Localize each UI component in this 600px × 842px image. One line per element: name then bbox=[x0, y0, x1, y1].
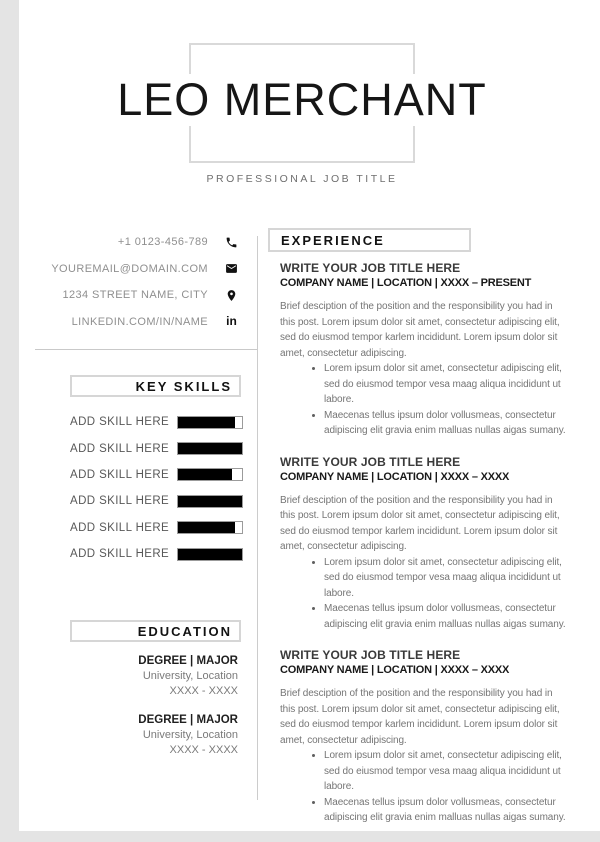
experience-entry bbox=[280, 261, 567, 439]
education-header: EDUCATION bbox=[70, 620, 241, 642]
degree-line: DEGREE | MAJOR bbox=[138, 655, 238, 667]
skill-label: ADD SKILL HERE bbox=[70, 495, 170, 508]
bullet-item: • Lorem ipsum dolor sit amet, consectetur adipiscing elit, sed do eiusmod tempor vesa maag aliqua incididunt ut labore. bbox=[324, 555, 567, 602]
bullet-item: • Maecenas tellus ipsum dolor vollusmeas, consectetur adipiscing elit gravia enim malluas nullas aigas sumany. bbox=[324, 408, 567, 439]
degree-line: DEGREE | MAJOR bbox=[138, 714, 238, 726]
skill-label: ADD SKILL HERE bbox=[70, 416, 170, 429]
skill-row bbox=[70, 515, 243, 541]
person-name bbox=[19, 74, 585, 126]
school-line: University, Location bbox=[142, 670, 238, 682]
email-icon bbox=[224, 261, 239, 276]
experience-entry bbox=[280, 455, 567, 633]
skill-bar-fill bbox=[178, 496, 242, 507]
job-bullets bbox=[280, 555, 567, 633]
experience-header: EXPERIENCE bbox=[268, 228, 471, 252]
company-line: COMPANY NAME | LOCATION | XXXX – XXXX bbox=[280, 470, 510, 483]
job-title: WRITE YOUR JOB TITLE HERE bbox=[280, 454, 461, 469]
skill-bar-fill bbox=[178, 417, 235, 428]
email-address: YOUREMAIL@DOMAIN.COM bbox=[51, 262, 208, 275]
skill-bar-fill bbox=[178, 549, 242, 560]
education-list bbox=[70, 654, 238, 772]
skill-bar bbox=[177, 416, 243, 429]
job-title: WRITE YOUR JOB TITLE HERE bbox=[280, 261, 461, 275]
education-entry bbox=[70, 654, 238, 698]
skills-list bbox=[70, 409, 243, 567]
skill-label: ADD SKILL HERE bbox=[70, 548, 170, 561]
years-line: XXXX - XXXX bbox=[169, 743, 238, 756]
skill-row bbox=[70, 488, 243, 514]
job-bullets bbox=[280, 361, 567, 439]
person-name-text: LEO MERCHANT bbox=[107, 74, 497, 126]
linkedin-url: LINKEDIN.COM/IN/NAME bbox=[71, 315, 208, 328]
job-description: Brief desciption of the position and the responsibility you had in this post. Lorem ipsum dolor sit amet, consectetur adipiscing elit, sed do eiusmod tempor karlem incididunt. Lorem ipsum dolor sit amet, consectetur adipiscing. bbox=[280, 688, 560, 746]
skill-bar-fill bbox=[178, 522, 235, 533]
contact-row-linkedin bbox=[35, 309, 239, 336]
skill-bar bbox=[177, 468, 243, 481]
job-title: WRITE YOUR JOB TITLE HERE bbox=[280, 648, 461, 662]
location-icon bbox=[224, 288, 239, 303]
skill-bar bbox=[177, 521, 243, 534]
contact-row-phone bbox=[35, 229, 239, 256]
bullet-item: • Lorem ipsum dolor sit amet, consectetur adipiscing elit, sed do eiusmod tempor vesa maag aliqua incididunt ut labore. bbox=[324, 748, 567, 795]
job-description: Brief desciption of the position and the responsibility you had in this post. Lorem ipsum dolor sit amet, consectetur adipiscing elit, sed do eiusmod tempor karlem incididunt. Lorem ipsum dolor sit amet, consectetur adipiscing. bbox=[280, 494, 560, 552]
job-title-subtitle: PROFESSIONAL JOB TITLE bbox=[206, 173, 398, 185]
skill-bar bbox=[177, 495, 243, 508]
experience-column bbox=[280, 261, 567, 842]
column-divider-line bbox=[257, 236, 258, 800]
school-line: University, Location bbox=[142, 729, 238, 741]
linkedin-icon: in bbox=[226, 314, 237, 329]
bullet-item: • Maecenas tellus ipsum dolor vollusmeas, consectetur adipiscing elit gravia enim malluas nullas aigas sumany. bbox=[324, 601, 567, 632]
skill-row bbox=[70, 435, 243, 461]
key-skills-header: KEY SKILLS bbox=[70, 375, 241, 397]
skill-label: ADD SKILL HERE bbox=[70, 521, 170, 534]
years-line: XXXX - XXXX bbox=[169, 684, 238, 697]
contact-section bbox=[35, 229, 239, 335]
contact-row-email bbox=[35, 256, 239, 283]
skill-bar-fill bbox=[178, 469, 232, 480]
skill-bar bbox=[177, 548, 243, 561]
experience-entry bbox=[280, 648, 567, 826]
bullet-item: • Lorem ipsum dolor sit amet, consectetur adipiscing elit, sed do eiusmod tempor vesa maag aliqua incididunt ut labore. bbox=[324, 361, 567, 408]
skill-bar bbox=[177, 442, 243, 455]
education-entry bbox=[70, 713, 238, 757]
skill-bar-fill bbox=[178, 443, 242, 454]
resume-page bbox=[19, 0, 600, 831]
street-address: 1234 STREET NAME, CITY bbox=[62, 289, 208, 302]
phone-number: +1 0123-456-789 bbox=[117, 236, 208, 249]
skill-label: ADD SKILL HERE bbox=[70, 442, 170, 455]
skill-row bbox=[70, 541, 243, 567]
company-line: COMPANY NAME | LOCATION | XXXX – PRESENT bbox=[280, 277, 532, 289]
contact-row-address bbox=[35, 282, 239, 309]
skill-row bbox=[70, 462, 243, 488]
contact-divider-line bbox=[35, 349, 258, 350]
job-bullets bbox=[280, 748, 567, 826]
skill-label: ADD SKILL HERE bbox=[70, 468, 170, 481]
skill-row bbox=[70, 409, 243, 435]
phone-icon bbox=[224, 235, 239, 250]
job-description: Brief desciption of the position and the responsibility you had in this post. Lorem ipsum dolor sit amet, consectetur adipiscing elit, sed do eiusmod tempor karlem incididunt. Lorem ipsum dolor sit amet, consectetur adipiscing. bbox=[280, 301, 560, 359]
company-line: COMPANY NAME | LOCATION | XXXX – XXXX bbox=[280, 664, 510, 676]
bullet-item: • Maecenas tellus ipsum dolor vollusmeas, consectetur adipiscing elit gravia enim malluas nullas aigas sumany. bbox=[324, 795, 567, 826]
